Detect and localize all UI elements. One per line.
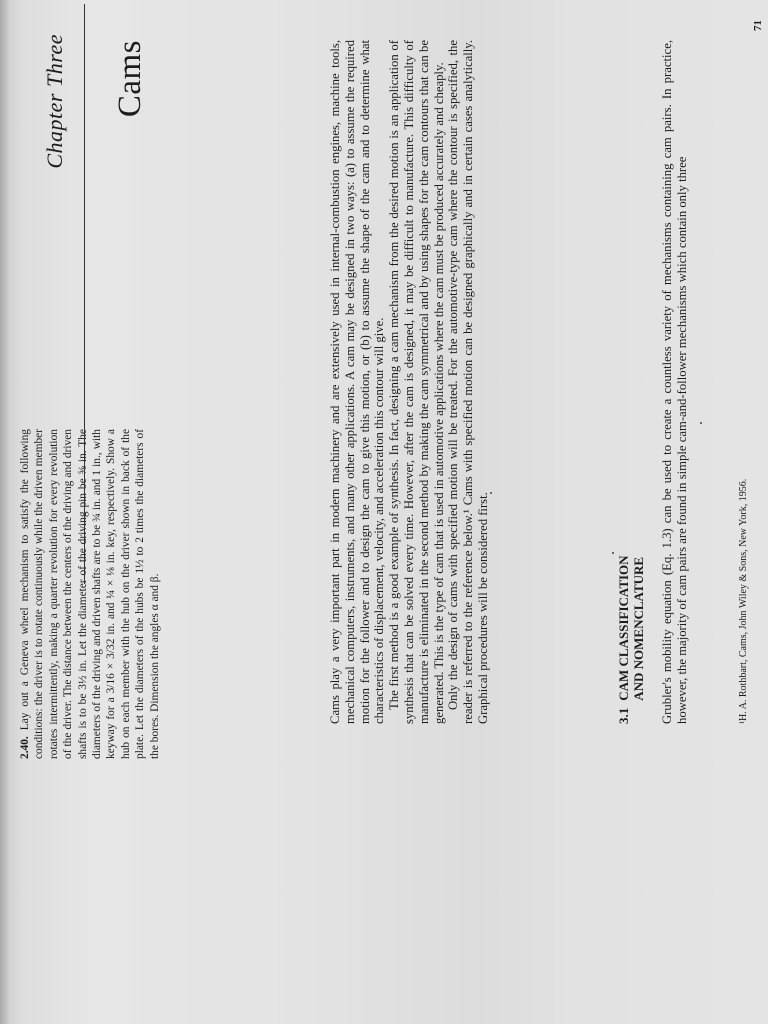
scan-speck <box>700 422 702 424</box>
scan-speck <box>490 492 492 494</box>
paragraph-1: Cams play a very important part in modern machinery and are extensively used in internal-combustion engines, machine tools, mechanical computers, instruments, and many other applications. A cam may be designed in two ways: (a) to assume the required motion for the follower and to design the cam to give this motion, or (b) to assume the shape of the cam and to determine what characteristics of displacement, velocity, and acceleration this contour will give. <box>328 40 387 724</box>
exercise-number: 2.40. <box>19 736 31 759</box>
paragraph-2: The first method is a good example of synthesis. In fact, designing a cam mechanism from the desired motion is an application of synthesis that can be solved every time. However, after the cam is designed, it may be difficult to manufacture. This difficulty of manufacture is eliminated in the second method by making the cam symmetrical and by using shapes for the cam contours that can be generated. This is the type of cam that is used in automotive applications where the cam must be produced accurately and cheaply. <box>387 40 446 724</box>
section-title-line-2: AND NOMENCLATURE <box>631 556 646 701</box>
paragraph-3: Only the design of cams with specified motion will be treated. For the automotive-type cam where the contour is specified, the reader is referred to the reference below.¹ Cams with specified motion can be designed graphically and in certain cases analytically. Graphical procedures will be considered first. <box>446 40 490 724</box>
chapter-rule <box>84 4 85 584</box>
chapter-label: Chapter Three <box>42 34 67 169</box>
exercise-text: Lay out a Geneva wheel mechanism to satisfy the following conditions: the driver is to rotate continuously while the driven member rotates intermittently, making a quarter revolution for every revolution of the driver. The distance between the centers of the driving and driven shafts is to be 3½ in. Let the diameter of the driving pin be ⅝ in. The diameters of the driving and driven shafts are to be ¾ in. and 1 in., with keyway for a 3/16 × 3/32 in. and ¼ × ⅛ in. key, respectively. Show a hub on each member with the hub on the driver shown in back of the plate. Let the diameters of the hubs be 1½ to 2 times the diameters of the bores. Dimension the angles α and β. <box>19 429 161 759</box>
section-heading <box>616 555 646 724</box>
section-title-line-1: CAM CLASSIFICATION <box>616 555 631 701</box>
chapter-title: Cams <box>112 40 148 118</box>
footnote: ¹H. A. Rothbart, Cams, John Wiley & Sons, New York, 1956. <box>738 478 749 724</box>
section-number: 3.1 <box>616 707 631 724</box>
page-number: 71 <box>752 20 764 31</box>
scan-speck <box>612 552 614 554</box>
chapter-intro <box>328 40 491 724</box>
section-title <box>616 555 646 700</box>
section-paragraph: Grubler's mobility equation (Eq. 1.3) can be used to create a countless variety of mechanisms containing cam pairs. In practice, however, the majority of cam pairs are found in simple cam-and-follower mechanisms which contain only three <box>660 40 689 724</box>
chapter-header <box>40 4 180 584</box>
